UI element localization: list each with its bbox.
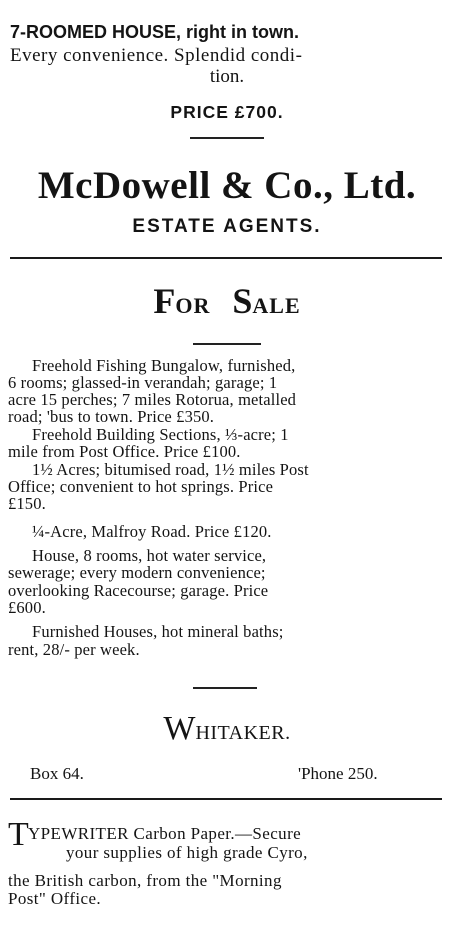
divider-short (190, 137, 264, 139)
house-ad-line-3: tion. (209, 66, 245, 87)
listing-line: road; 'bus to town. Price £350. (8, 407, 215, 426)
listing-line: £600. (8, 598, 46, 617)
listing-line: 6 rooms; glassed-in verandah; garage; 1 (8, 373, 278, 392)
agent-name: McDowell & Co., Ltd. (37, 164, 417, 207)
listing-line: £150. (8, 494, 46, 513)
divider-short (193, 343, 261, 345)
listing-line: 1½ Acres; bitumised road, 1½ miles Post (32, 460, 309, 479)
typewriter-line-1: YPEWRITER Carbon Paper.—Secure (28, 824, 302, 843)
divider-full (10, 257, 442, 259)
whitaker-heading: WHITAKER. (163, 710, 291, 747)
listing-line: Freehold Fishing Bungalow, furnished, (32, 356, 296, 375)
house-ad-price: PRICE £700. (170, 102, 284, 122)
listing-line: sewerage; every modern convenience; (8, 563, 266, 582)
listing-line: Office; convenient to hot springs. Price (8, 477, 274, 496)
divider-short (193, 687, 257, 689)
typewriter-line-2: your supplies of high grade Cyro, (66, 843, 308, 862)
whitaker-phone: 'Phone 250. (298, 764, 378, 783)
typewriter-line-4: Post" Office. (8, 889, 102, 908)
house-ad-line-1: 7-ROOMED HOUSE, right in town. (10, 22, 299, 42)
for-sale-heading: FOR SALE (153, 281, 301, 321)
house-ad-line-2: Every convenience. Splendid condi- (10, 45, 303, 66)
listing-line: Furnished Houses, hot mineral baths; (32, 622, 284, 641)
listing-line: acre 15 perches; 7 miles Rotorua, metalled (8, 390, 297, 409)
listing-line: Freehold Building Sections, ⅓-acre; 1 (32, 425, 289, 444)
whitaker-box: Box 64. (30, 764, 84, 783)
typewriter-initial: T (8, 816, 29, 853)
divider-full (10, 798, 442, 800)
typewriter-line-3: the British carbon, from the "Morning (8, 871, 282, 890)
listing-line: rent, 28/- per week. (8, 640, 140, 659)
agent-subtitle: ESTATE AGENTS. (132, 216, 322, 237)
listing-line: House, 8 rooms, hot water service, (32, 546, 267, 565)
listing-line: ¼-Acre, Malfroy Road. Price £120. (32, 522, 272, 541)
listing-line: overlooking Racecourse; garage. Price (8, 581, 269, 600)
listing-line: mile from Post Office. Price £100. (8, 442, 241, 461)
